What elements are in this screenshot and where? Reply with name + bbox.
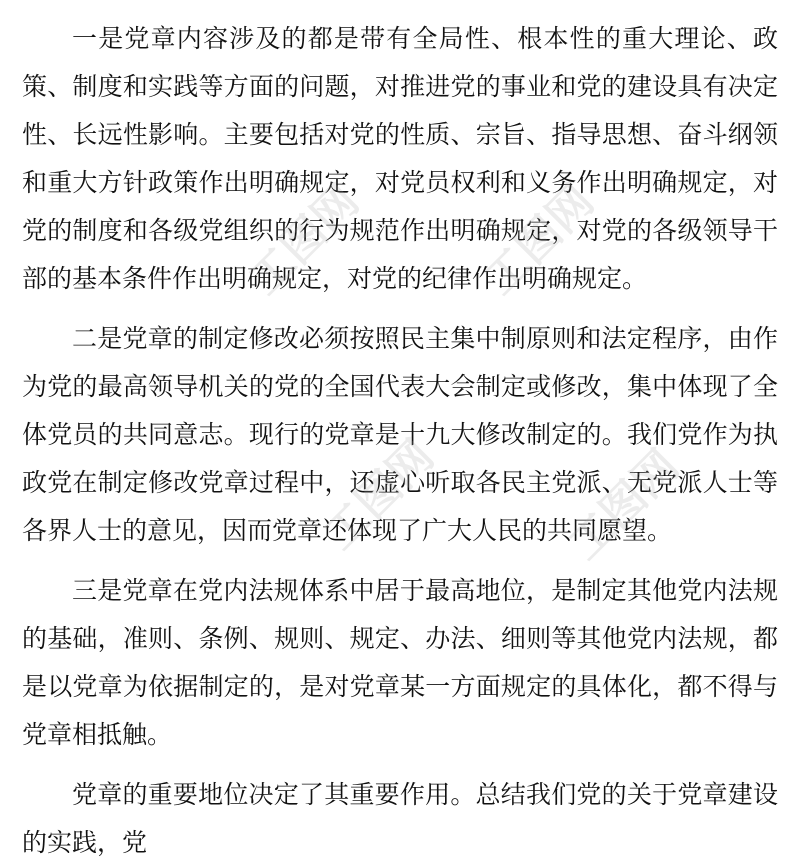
paragraph-3: 三是党章在党内法规体系中居于最高地位，是制定其他党内法规的基础，准则、条例、规则、规定、办法、细则等其他党内法规，都是以党章为依据制定的，是对党章某一方面规定的具体化，都不得与党章相抵触。 [22,576,778,749]
document-body [22,15,778,867]
paragraph-2: 二是党章的制定修改必须按照民主集中制原则和法定程序，由作为党的最高领导机关的党的全国代表大会制定或修改，集中体现了全体党员的共同意志。现行的党章是十九大修改制定的。我们党作为执政党在制定修改党章过程中，还虚心听取各民主党派、无党派人士等各界人士的意见，因而党章还体现了广大人民的共同愿望。 [22,324,778,545]
paragraph-4: 党章的重要地位决定了其重要作用。总结我们党的关于党章建设的实践，党 [22,780,778,857]
watermark: 工图网 [474,175,604,305]
watermark: 工图网 [314,430,444,560]
paragraph-1: 一是党章内容涉及的都是带有全局性、根本性的重大理论、政策、制度和实践等方面的问题，对推进党的事业和党的建设具有决定性、长远性影响。主要包括对党的性质、宗旨、指导思想、奋斗纲领和重大方针政策作出明确规定，对党员权利和义务作出明确规定，对党的制度和各级党组织的行为规范作出明确规定，对党的各级领导干部的基本条件作出明确规定，对党的纪律作出明确规定。 [22,24,778,293]
watermark: 工图网 [239,175,369,305]
watermark: 工图网 [559,440,689,570]
